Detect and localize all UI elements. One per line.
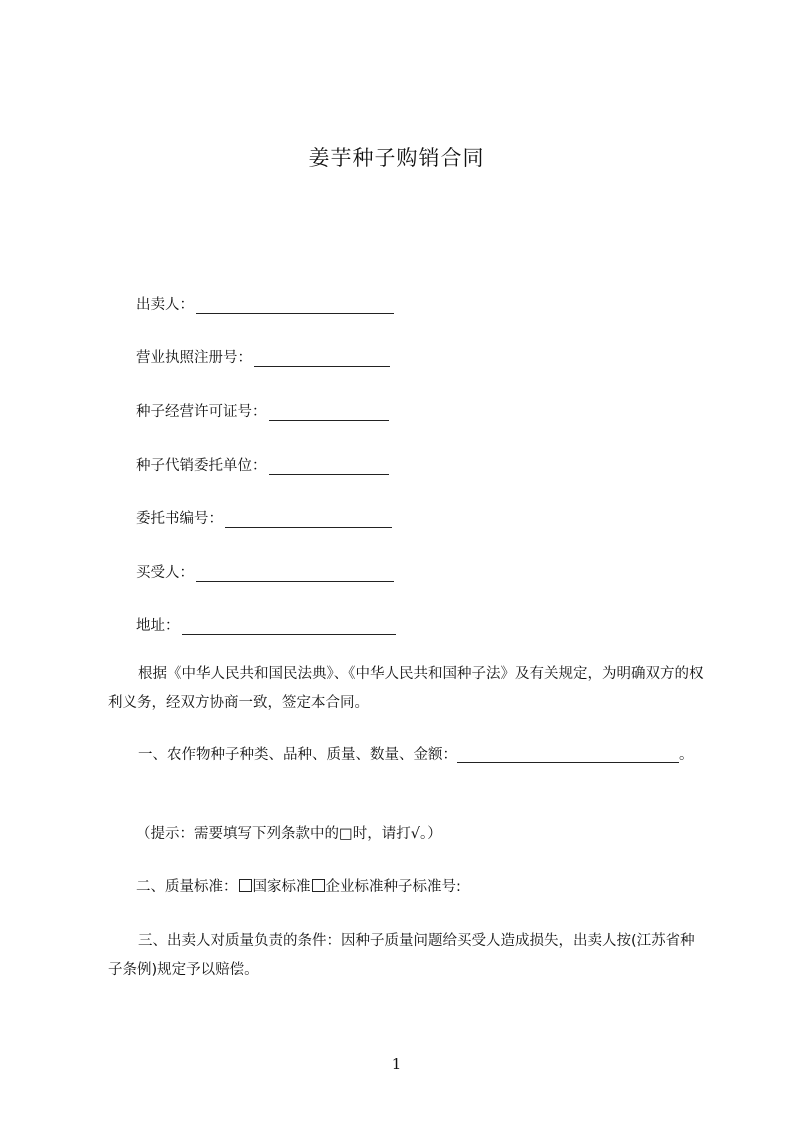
business-license-blank[interactable] — [254, 346, 390, 367]
page-number: 1 — [391, 1055, 402, 1073]
seed-permit-field — [136, 397, 389, 421]
buyer-label: 买受人： — [136, 565, 194, 581]
article-2 — [136, 873, 736, 902]
entrust-number-label: 委托书编号： — [136, 511, 223, 527]
business-license-label: 营业执照注册号： — [136, 350, 252, 366]
article-1-end: 。 — [679, 747, 694, 763]
basis-paragraph: 根据《中华人民共和国民法典》、《中华人民共和国种子法》及有关规定，为明确双方的权利义务，经双方协商一致，签定本合同。 — [108, 666, 704, 711]
seller-field — [136, 290, 394, 314]
enterprise-standard-label: 企业标准种子标准号: — [325, 879, 461, 895]
buyer-blank[interactable] — [196, 561, 394, 582]
article-1-blank[interactable] — [457, 744, 665, 763]
address-blank[interactable] — [182, 614, 396, 635]
article-2-label: 二、质量标准： — [136, 879, 238, 895]
buyer-field — [136, 558, 394, 582]
consignment-unit-field — [136, 451, 389, 475]
seller-label: 出卖人： — [136, 297, 194, 313]
article-1 — [108, 741, 708, 770]
seed-permit-blank[interactable] — [269, 400, 389, 421]
article-1-label: 一、农作物种子种类、品种、质量、数量、金额： — [138, 747, 457, 763]
seed-permit-label: 种子经营许可证号： — [136, 404, 267, 420]
article-1-blank-continued[interactable] — [665, 744, 679, 763]
hint-paragraph: （提示：需要填写下列条款中的□时，请打√。） — [136, 826, 442, 842]
entrust-number-field — [136, 504, 392, 528]
entrust-number-blank[interactable] — [225, 507, 392, 528]
business-license-field — [136, 343, 390, 367]
address-label: 地址： — [136, 618, 180, 634]
document-title: 姜芋种子购销合同 — [308, 146, 485, 170]
seller-blank[interactable] — [196, 293, 394, 314]
address-field — [136, 611, 396, 635]
consignment-unit-blank[interactable] — [269, 454, 389, 475]
national-standard-label: 国家标准 — [252, 879, 311, 895]
enterprise-standard-checkbox[interactable] — [312, 879, 325, 892]
article-3: 三、出卖人对质量负责的条件：因种子质量问题给买受人造成损失，出卖人按(江苏省种子条例)规定予以赔偿。 — [108, 933, 695, 978]
national-standard-checkbox[interactable] — [239, 879, 252, 892]
consignment-unit-label: 种子代销委托单位： — [136, 458, 267, 474]
